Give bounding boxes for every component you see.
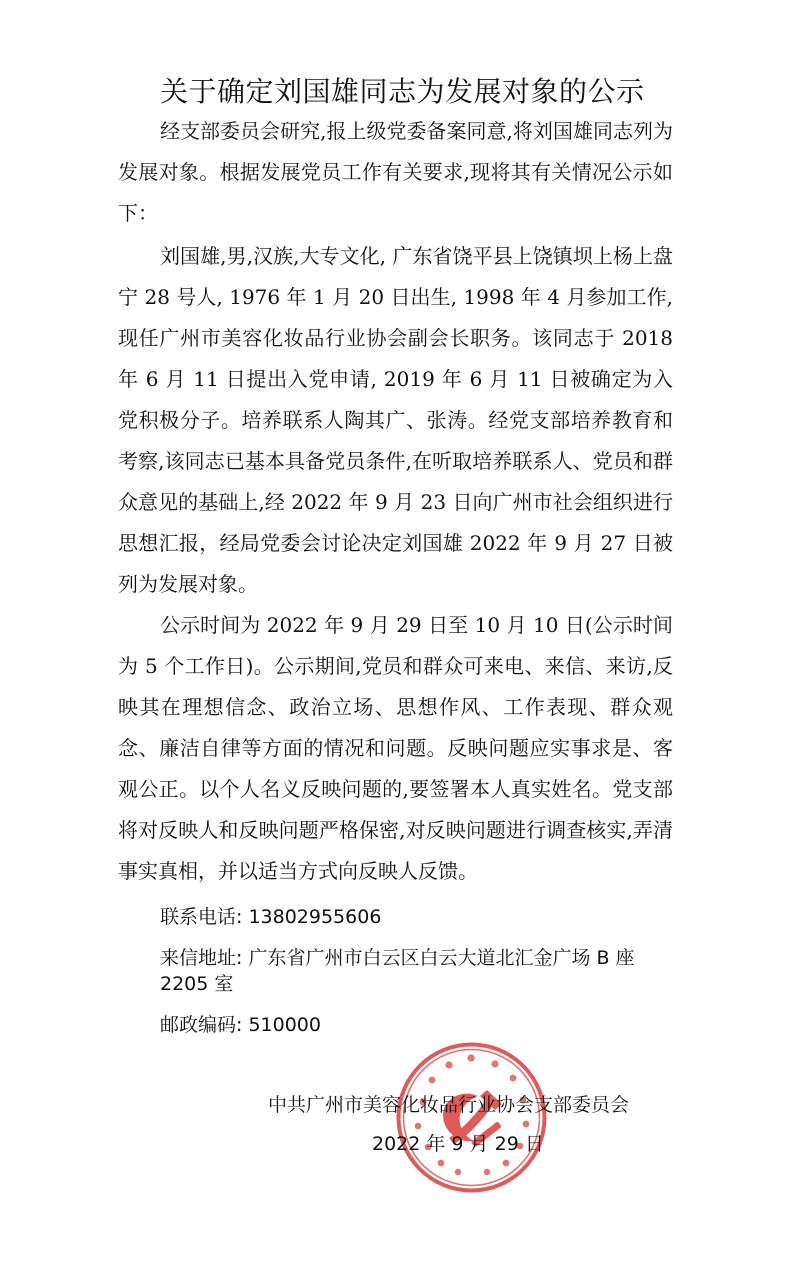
official-seal (394, 1040, 549, 1195)
contact-phone: 联系电话: 13802955606 (160, 906, 382, 928)
paragraph-announcement-period: 公示时间为 2022 年 9 月 29 日至 10 月 10 日(公示时间为 5 个工作日)。公示期间,党员和群众可来电、来信、来访,反映其在理想信念、政治立场、思想作风、工作表现、群众观念、廉洁自律等方面的情况和问题。反映问题应实事求是、客观公正。以个人名义反映问题的,要签署本人真实姓名。党支部将对反映人和反映问题严格保密,对反映问题进行调查核实,弄清事实真相，并以适当方式向反映人反馈。 (118, 613, 673, 883)
issuing-organization: 中共广州市美容化妆品行业协会支部委员会 (268, 1094, 630, 1116)
paragraph-introduction: 经支部委员会研究,报上级党委备案同意,将刘国雄同志列为发展对象。根据发展党员工作有关要求,现将其有关情况公示如下： (118, 119, 673, 225)
postal-code: 邮政编码: 510000 (160, 1014, 321, 1036)
mailing-address: 来信地址: 广东省广州市白云区白云大道北汇金广场 B 座 2205 室 (160, 947, 635, 995)
seal-inner-ring (404, 1050, 540, 1186)
paragraph-candidate-details: 刘国雄,男,汉族,大专文化, 广东省饶平县上饶镇坝上杨上盘宁 28 号人, 1976 年 1 月 20 日出生, 1998 年 4 月参加工作,现任广州市美容化妆品行业协会副会长职务。该同志于 2018 年 6 月 11 日提出入党申请, 2019 年 6 月 11 日被确定为入党积极分子。培养联系人陶其广、张涛。经党支部培养教育和考察,该同志已基本具备党员条件,在听取培养联系人、党员和群众意见的基础上,经 2022 年 9 月 23 日向广州市社会组织进行思想汇报，经局党委会讨论决定刘国雄 2022 年 9 月 27 日被列为发展对象。 (118, 244, 673, 596)
seal-outer-ring (399, 1045, 545, 1191)
issue-date: 2022 年 9 月 29 日 (372, 1133, 544, 1155)
document-title: 关于确定刘国雄同志为发展对象的公示 (160, 75, 645, 108)
